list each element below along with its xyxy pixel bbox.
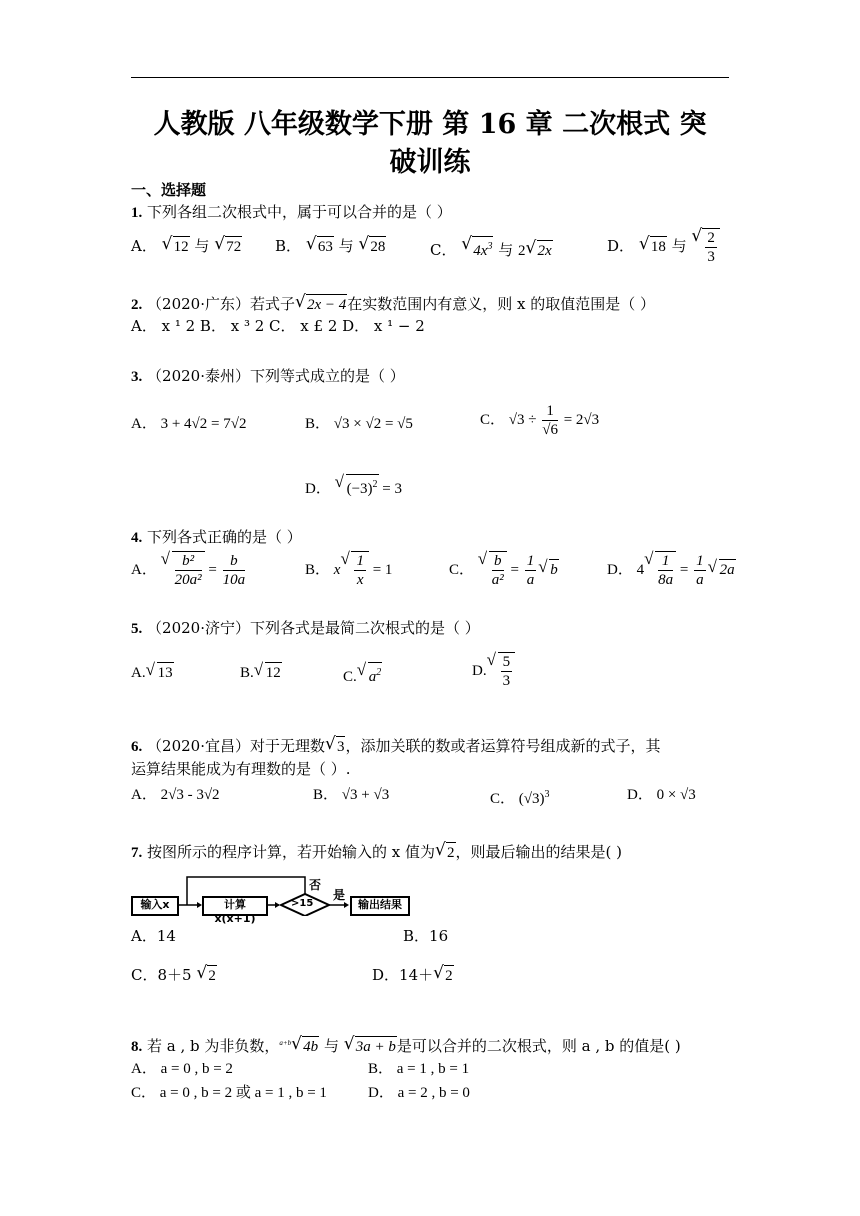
sqrt: [297, 294, 347, 315]
numerator: √ b: [492, 552, 504, 571]
condition-label: >15: [291, 898, 314, 909]
question-text: （2020·广东）若式子: [147, 295, 295, 313]
question-text: （2020·宜昌）对于无理数: [147, 737, 325, 755]
sqrt: [216, 236, 242, 257]
numerator: 1: [696, 553, 704, 569]
title-line-2: 破训练: [389, 147, 471, 178]
q7-option-d: [372, 965, 454, 986]
question-text: ，则最后输出的结果是( ): [455, 843, 623, 861]
option-expression: C．8＋5: [131, 966, 192, 984]
question-text: 按图所示的程序计算，若开始输入的 x 值为: [147, 843, 436, 861]
radicand: 2: [207, 965, 217, 986]
question-2-stem: [131, 294, 655, 315]
question-8-stem: [131, 1033, 681, 1057]
fraction: [705, 229, 717, 266]
input-box: 输入x: [131, 896, 179, 916]
sqrt: [435, 965, 454, 986]
denominator: 3: [502, 673, 511, 689]
option-expression: = 3: [382, 481, 403, 497]
exponent: 3: [544, 789, 550, 800]
question-number: 5.: [131, 621, 143, 637]
header-rule: [131, 77, 729, 78]
q8-option-a: A． a = 0 , b = 2: [131, 1061, 233, 1077]
sqrt: [148, 662, 174, 683]
sqrt: [528, 240, 553, 261]
question-7-stem: [131, 842, 622, 863]
no-label: 否: [309, 878, 322, 892]
question-1-stem: [131, 202, 452, 223]
sqrt: [327, 736, 346, 757]
option-expression: = 1: [372, 561, 393, 578]
fraction: [658, 552, 673, 589]
sqrt: [540, 559, 559, 580]
q5-option-a: [131, 662, 174, 683]
q7-option-a: A．14: [131, 927, 176, 945]
radicand: 2x − 4: [306, 294, 347, 315]
denominator: x: [356, 572, 364, 588]
question-5-stem: [131, 618, 480, 639]
q1-option-b: [275, 236, 386, 257]
exponent: 3: [487, 241, 493, 252]
numerator: √ 1: [658, 552, 673, 571]
q6-option-c: [490, 785, 550, 809]
sqrt: [693, 228, 720, 266]
sqrt: [360, 236, 386, 257]
sqrt: [489, 652, 516, 690]
question-4-stem: [131, 527, 302, 548]
sqrt: [198, 965, 217, 986]
sqrt: [710, 559, 736, 580]
q1-option-c: [430, 236, 553, 261]
q3-option-c: [480, 402, 599, 439]
exponent: 2: [376, 667, 382, 678]
q6-option-b: [313, 785, 389, 805]
radicand: 63: [317, 236, 334, 257]
option-label: C．: [449, 561, 475, 578]
question-text: （2020·泰州）下列等式成立的是（ ）: [147, 367, 405, 385]
option-expression: (√3): [518, 791, 545, 807]
fraction: [354, 552, 366, 589]
question-number: 3.: [131, 369, 143, 385]
connector: 与: [498, 241, 514, 259]
question-number: 8.: [131, 1039, 143, 1055]
question-text: 下列各组二次根式中，属于可以合并的是（ ）: [147, 203, 452, 221]
sqrt: [308, 236, 334, 257]
question-3-stem: [131, 366, 405, 387]
sqrt: [480, 551, 507, 589]
numerator: √ 1: [356, 553, 364, 569]
radicand: 2a: [719, 559, 736, 580]
denominator: a: [526, 572, 535, 588]
option-label: A．: [131, 787, 157, 803]
fraction: [694, 552, 706, 589]
question-number: 7.: [131, 845, 143, 861]
denominator: 20a²: [174, 572, 202, 588]
denominator: 3: [707, 249, 715, 265]
denominator: 8a: [658, 572, 674, 588]
sqrt: [359, 662, 383, 687]
question-number: 4.: [131, 530, 143, 546]
option-label: C．: [430, 241, 457, 259]
option-expression: 0 × √3: [656, 787, 696, 803]
option-label: B．: [275, 237, 302, 255]
q6-option-d: [627, 785, 696, 805]
sqrt: [346, 1036, 397, 1057]
option-label: A．: [131, 237, 157, 255]
numerator: 1: [526, 553, 535, 569]
denominator: a: [696, 572, 704, 588]
option-expression: 3 + 4√2 = 7√2: [160, 416, 247, 432]
q3-option-b: [305, 414, 413, 434]
q8-option-b: B． a = 1 , b = 1: [368, 1061, 470, 1077]
option-label: C．: [490, 791, 516, 807]
numerator: √ b²: [175, 552, 202, 571]
radicand: 2: [446, 842, 456, 863]
root-index: a+b: [279, 1039, 292, 1047]
radicand: 18: [650, 236, 667, 257]
q8-option-c: C． a = 0 , b = 2 或 a = 1 , b = 1: [131, 1085, 327, 1101]
sqrt: [163, 551, 205, 589]
q3-option-d: [305, 474, 402, 499]
output-box: 输出结果: [350, 896, 410, 916]
denominator: √6: [542, 422, 558, 438]
title-line-1: 人教版 八年级数学下册 第 16 章 二次根式 突: [153, 109, 707, 140]
q1-option-d: [607, 228, 720, 266]
radicand: [472, 236, 493, 261]
sqrt: [641, 236, 667, 257]
radicand: b: [549, 559, 559, 580]
question-6-stem: [131, 736, 661, 757]
connector: 与: [194, 237, 210, 255]
sqrt: [337, 474, 379, 499]
option-label: A．: [131, 416, 157, 432]
option-expression: D．14＋: [372, 966, 434, 984]
question-text: 下列各式正确的是（ ）: [147, 528, 302, 546]
option-expression: = 2√3: [563, 411, 600, 428]
radicand: 12: [265, 662, 282, 683]
fraction: [501, 653, 513, 690]
option-label: B.: [240, 665, 254, 681]
q2-options: A． x ¹ 2 B． x ³ 2 C． x £ 2 D． x ¹ − 2: [131, 317, 425, 335]
sqrt: [256, 662, 282, 683]
radicand: 3a + b: [355, 1036, 397, 1057]
calc-box: 计算x(x+1): [202, 896, 268, 916]
question-number: 6.: [131, 739, 143, 755]
q7-option-c: [131, 965, 217, 986]
radicand: (−3): [346, 481, 373, 497]
question-number: 2.: [131, 297, 143, 313]
radicand-text: 4x: [473, 243, 488, 259]
q5-option-d: [472, 652, 515, 690]
option-label: D．: [305, 481, 331, 497]
coefficient: 2: [518, 243, 526, 259]
question-text: 是可以合并的二次根式，则 a , b 的值是( ): [396, 1037, 681, 1055]
option-label: B．: [305, 561, 331, 578]
option-label: B．: [305, 416, 331, 432]
fraction: [492, 552, 504, 589]
connector: 与: [671, 236, 687, 255]
denominator: a²: [491, 572, 504, 588]
radicand: a: [368, 669, 377, 685]
radicand: 4b: [302, 1036, 319, 1057]
section-heading: 一、选择题: [131, 181, 207, 199]
connector: 与: [323, 1037, 339, 1055]
question-text: 在实数范围内有意义，则 x 的取值范围是（ ）: [347, 295, 656, 313]
option-label: D．: [607, 561, 633, 578]
option-expression: √3 × √2 = √5: [333, 416, 413, 432]
page-title: [120, 106, 740, 182]
radicand: 2x: [537, 240, 553, 261]
question-text: ，添加关联的数或者运算符号组成新的式子，其: [345, 737, 661, 755]
q5-option-c: [343, 662, 382, 687]
option-label: D.: [472, 662, 487, 679]
numerator: √ 5: [502, 654, 511, 670]
radicand: 3: [336, 736, 346, 757]
denominator: 10a: [222, 572, 246, 588]
option-label: A．: [131, 561, 157, 578]
q1-option-a: [131, 236, 242, 257]
question-text: （2020·济宁）下列各式是最简二次根式的是（ ）: [147, 619, 480, 637]
coefficient: 4: [636, 561, 645, 578]
sqrt: [463, 236, 493, 261]
option-expression: √3 ÷: [508, 411, 537, 428]
option-expression: √3 + √3: [341, 787, 390, 803]
option-label: C．: [480, 411, 506, 428]
yes-label: 是: [333, 888, 346, 902]
option-label: C.: [343, 669, 357, 685]
q7-option-b: B．16: [403, 927, 449, 945]
q5-option-b: [240, 662, 282, 683]
option-label: A.: [131, 665, 146, 681]
radicand: 28: [369, 236, 386, 257]
fraction: [175, 552, 202, 589]
sqrt: [342, 551, 369, 589]
q8-option-d: D． a = 2 , b = 0: [368, 1085, 470, 1101]
program-flowchart: [131, 868, 421, 925]
q4-option-d: D． 4 √ $\frac{1}{8a}$ = $\frac{1}{a}$ √ 2a: [607, 551, 736, 589]
coefficient: x: [333, 561, 341, 578]
sqrt: [437, 842, 456, 863]
radicand: 13: [157, 662, 174, 683]
q4-option-c: C． √ $\frac{b}{\text{a²}}$ = $\frac{1}{a}$ √ b: [449, 551, 559, 589]
radicand: 72: [225, 236, 242, 257]
fraction: [223, 552, 246, 589]
connector: 与: [338, 237, 354, 255]
option-label: D．: [627, 787, 653, 803]
q4-option-a: A． √ $\frac{\text{b²}}{\text{20a²}}$ = $\frac{b}{10a}$: [131, 551, 247, 589]
sqrt: [293, 1036, 319, 1057]
question-6-stem-line-2: 运算结果能成为有理数的是（ ）.: [131, 760, 351, 778]
q6-option-a: [131, 785, 220, 805]
exponent: 2: [372, 479, 378, 490]
option-label: D．: [607, 236, 635, 255]
sqrt: [646, 551, 676, 589]
numerator: b: [223, 552, 246, 571]
q3-option-a: [131, 414, 246, 434]
q4-option-b: [305, 551, 392, 589]
option-label: B．: [313, 787, 339, 803]
radicand: 12: [173, 236, 190, 257]
option-expression: 2√3 - 3√2: [160, 787, 220, 803]
sqrt: [164, 236, 190, 257]
numerator: 1: [542, 402, 558, 421]
question-text: 若 a , b 为非负数，: [147, 1037, 280, 1055]
numerator: √ 2: [707, 230, 715, 246]
question-number: 1.: [131, 205, 143, 221]
fraction: [542, 402, 558, 439]
radicand: 2: [444, 965, 454, 986]
fraction: [525, 552, 537, 589]
